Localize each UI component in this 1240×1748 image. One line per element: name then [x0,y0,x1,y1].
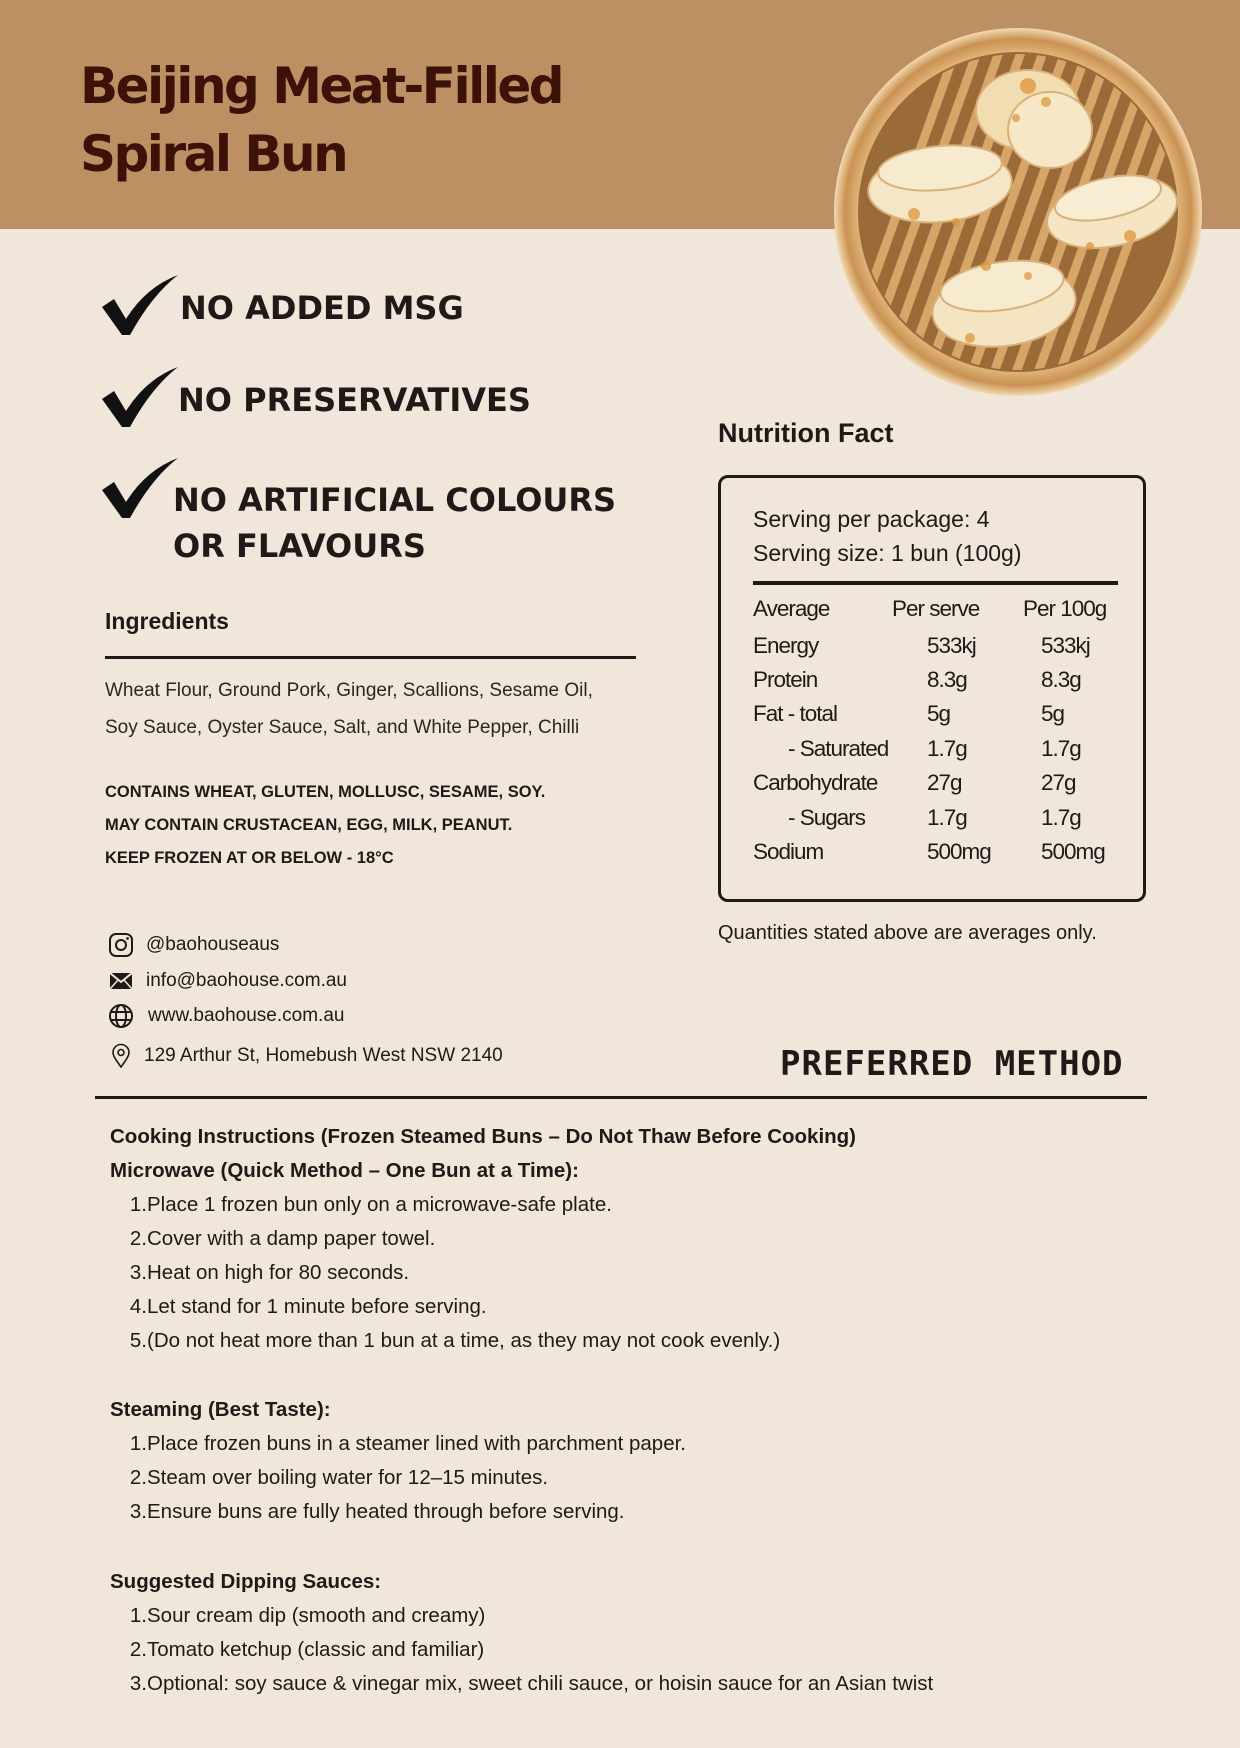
list-number: 1. [129,1432,147,1455]
nutrition-note: Quantities stated above are averages only. [718,922,1097,944]
contact-website[interactable] [108,1001,344,1031]
list-item-text: Heat on high for 80 seconds. [147,1261,410,1284]
website-url: www.baohouse.com.au [148,1005,345,1026]
allergen-line: MAY CONTAIN CRUSTACEAN, EGG, MILK, PEANUT. [105,816,513,834]
list-number: 1. [129,1193,147,1216]
ingredients-line: Wheat Flour, Ground Pork, Ginger, Scallions, Sesame Oil, [105,680,593,701]
nutrient-name: Protein [753,667,818,692]
list-number: 5. [129,1329,147,1352]
preferred-method-heading: PREFERRED METHOD [780,1044,1124,1084]
per-100g-value: 500mg [1041,839,1105,864]
nutrition-panel [718,475,1146,902]
contact-email[interactable] [108,966,347,996]
checkmark-icon [100,273,184,337]
column-header: Per 100g [1023,596,1107,621]
ingredients-line: Soy Sauce, Oyster Sauce, Salt, and White Pepper, Chilli [105,717,580,738]
claim-no-artificial: NO ARTIFICIAL COLOURS [173,481,617,519]
list-number: 1. [129,1604,147,1627]
per-serve-value: 1.7g [927,736,967,761]
list-item-text: (Do not heat more than 1 bun at a time, as they may not cook evenly.) [147,1329,781,1352]
checkmark-icon [100,456,184,520]
nutrient-name: Energy [753,633,819,658]
claim-no-artificial-line2: OR FLAVOURS [173,527,426,565]
storage-line: KEEP FROZEN AT OR BELOW - 18°C [105,849,394,867]
list-number: 2. [129,1638,147,1661]
allergen-statement [105,776,665,875]
nutrient-name: - Saturated [788,736,889,761]
list-item-text: Sour cream dip (smooth and creamy) [147,1604,486,1627]
ingredients-list [105,672,665,746]
per-100g-value: 27g [1041,770,1076,795]
list-item-text: Let stand for 1 minute before serving. [147,1295,487,1318]
serving-size: Serving size: 1 bun (100g) [753,540,1022,566]
per-serve-value: 8.3g [927,667,967,692]
per-100g-value: 1.7g [1041,805,1081,830]
mail-icon [108,968,134,994]
divider [95,1096,1147,1099]
cooking-heading: Cooking Instructions (Frozen Steamed Buns – Do Not Thaw Before Cooking) [110,1125,857,1148]
per-serve-value: 533kj [927,633,976,658]
divider [753,581,1118,585]
street-address: 129 Arthur St, Homebush West NSW 2140 [144,1045,503,1066]
per-100g-value: 8.3g [1041,667,1081,692]
column-header: Per serve [892,596,980,621]
list-item-text: Ensure buns are fully heated through before serving. [147,1500,625,1523]
email-address: info@baohouse.com.au [146,970,347,991]
list-item-text: Place frozen buns in a steamer lined with parchment paper. [147,1432,686,1455]
per-100g-value: 533kj [1041,633,1090,658]
sauces-heading: Suggested Dipping Sauces: [110,1570,382,1593]
list-item-text: Place 1 frozen bun only on a microwave-safe plate. [147,1193,612,1216]
list-number: 3. [129,1261,147,1284]
list-number: 4. [129,1295,147,1318]
list-item-text: Tomato ketchup (classic and familiar) [147,1638,485,1661]
list-number: 3. [129,1500,147,1523]
servings-per-package: Serving per package: 4 [753,506,990,532]
product-title: Beijing Meat-Filled Spiral Bun [80,57,563,183]
list-number: 3. [129,1672,147,1695]
nutrient-name: Fat - total [753,701,838,726]
ingredients-heading: Ingredients [105,608,229,634]
per-serve-value: 27g [927,770,962,795]
globe-icon [108,1003,134,1029]
list-item-text: Steam over boiling water for 12–15 minutes. [147,1466,549,1489]
nutrient-name: - Sugars [788,805,866,830]
list-number: 2. [129,1466,147,1489]
per-serve-value: 1.7g [927,805,967,830]
claim-no-preservatives: NO PRESERVATIVES [178,381,531,419]
contact-instagram[interactable] [108,930,279,960]
divider [105,656,636,659]
instagram-handle: @baohouseaus [146,934,280,955]
location-pin-icon [108,1043,134,1069]
checkmark-icon [100,365,184,429]
per-serve-value: 500mg [927,839,991,864]
list-number: 2. [129,1227,147,1250]
steaming-heading: Steaming (Best Taste): [110,1398,331,1421]
per-serve-value: 5g [927,701,951,726]
per-100g-value: 5g [1041,701,1065,726]
column-header: Average [753,596,830,621]
steamed-buns-image [832,26,1204,398]
nutrition-heading: Nutrition Fact [718,418,894,448]
microwave-heading: Microwave (Quick Method – One Bun at a Time): [110,1159,579,1182]
instagram-icon [108,932,134,958]
contact-address[interactable] [108,1041,503,1071]
serving-info [753,502,1022,570]
per-100g-value: 1.7g [1041,736,1081,761]
nutrient-name: Carbohydrate [753,770,878,795]
nutrient-name: Sodium [753,839,824,864]
claim-no-msg: NO ADDED MSG [180,289,464,327]
allergen-line: CONTAINS WHEAT, GLUTEN, MOLLUSC, SESAME, SOY. [105,783,546,801]
list-item-text: Cover with a damp paper towel. [147,1227,436,1250]
list-item-text: Optional: soy sauce & vinegar mix, sweet chili sauce, or hoisin sauce for an Asian twist [147,1672,934,1695]
